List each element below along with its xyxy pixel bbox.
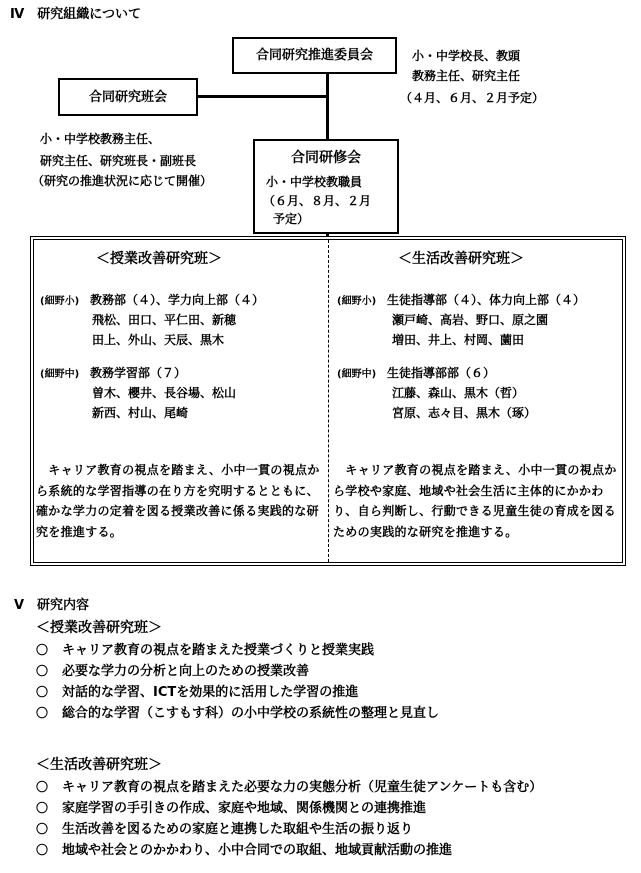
- right-dept1: 生徒指導部（４）、体力向上部（４）: [387, 293, 586, 307]
- right-dept2: 生徒指導部部（６）: [387, 366, 496, 380]
- committee-schedule: （４月、６月、２月予定）: [400, 91, 545, 105]
- class-group-title: ＜授業改善研究班＞: [36, 620, 162, 636]
- right-names1-line1: 瀬戸崎、高岩、野口、原之園: [392, 313, 549, 327]
- bullet-circle-icon: 〇: [36, 706, 49, 720]
- left-school2: (細野中): [40, 369, 80, 380]
- left-school1: (細野小): [40, 296, 80, 307]
- list-item: 〇 キャリア教育の視点を踏まえた必要な力の実態分析（児童生徒アンケートも含む）: [36, 780, 543, 795]
- training-name: 合同研修会: [291, 150, 361, 166]
- right-names2-line1: 江藤、森山、黒木（哲）: [392, 386, 525, 400]
- bullet-circle-icon: 〇: [36, 801, 49, 815]
- training-schedule-line1: （６月、８月、２月: [263, 194, 372, 208]
- right-names1-line2: 増田、井上、村岡、薗田: [392, 333, 525, 347]
- list-item: 〇 対話的な学習、ICTを効果的に活用した学習の推進: [36, 685, 359, 700]
- committee-members-line1: 小・中学校長、教頭: [412, 49, 521, 63]
- bullet-circle-icon: 〇: [36, 822, 49, 836]
- training-box: [253, 139, 399, 234]
- list-item: 〇 キャリア教育の視点を踏まえた授業づくりと授業実践: [36, 643, 375, 658]
- group-note-line2: 研究主任、研究班長・副班長: [40, 154, 197, 168]
- committee-members-line2: 教務主任、研究主任: [412, 69, 521, 83]
- list-item: 〇 地域や社会とのかかわり、小中合同での取組、地域貢献活動の推進: [36, 843, 453, 858]
- bullet-circle-icon: 〇: [36, 664, 49, 678]
- section-5-title: Ⅴ 研究内容: [14, 598, 90, 613]
- research-group-meeting-box: [58, 78, 198, 116]
- left-names1-line1: 飛松、田口、平仁田、新穂: [92, 313, 237, 327]
- connector-vertical-top: [326, 74, 329, 140]
- life-group-title: ＜生活改善研究班＞: [36, 757, 162, 773]
- left-description: キャリア教育の視点を踏まえ、小中一貫の視点から系統的な学習指導の在り方を究明するとともに、確かな学力の定着を図る授業改善に係る実践的な研究を推進する。: [36, 463, 320, 539]
- left-names2-line2: 新西、村山、尾崎: [92, 406, 189, 420]
- training-members: 小・中学校教職員: [266, 175, 363, 189]
- bullet-circle-icon: 〇: [36, 780, 49, 794]
- group-note-line1: 小・中学校教務主任、: [40, 132, 161, 146]
- right-group-title: ＜生活改善研究班＞: [398, 251, 524, 267]
- committee-name: 合同研究推進委員会: [255, 48, 373, 63]
- group-note-line3: （研究の推進状況に応じて開催）: [32, 174, 213, 188]
- left-dept2: 教務学習部（７）: [90, 366, 187, 380]
- groups-divider: [328, 240, 329, 562]
- right-school2: (細野中): [337, 369, 377, 380]
- bullet-circle-icon: 〇: [36, 685, 49, 699]
- left-dept1: 教務部（４）、学力向上部（４）: [90, 293, 265, 307]
- left-group-title: ＜授業改善研究班＞: [96, 251, 222, 267]
- list-item: 〇 必要な学力の分析と向上のための授業改善: [36, 664, 310, 679]
- right-school1: (細野小): [337, 296, 377, 307]
- list-item: 〇 生活改善を図るための家庭と連携した取組や生活の振り返り: [36, 822, 414, 837]
- list-item: 〇 総合的な学習（こすもす科）の小中学校の系統性の整理と見直し: [36, 706, 440, 721]
- right-description: キャリア教育の視点を踏まえ、小中一貫の視点から学校や家庭、地域や社会生活に主体的にかかわり、自ら判断し、行動できる児童生徒の育成を図るための実践的な研究を推進する。: [333, 463, 617, 539]
- section-4-title: Ⅳ 研究組織について: [10, 7, 142, 22]
- bullet-circle-icon: 〇: [36, 843, 49, 857]
- bullet-circle-icon: 〇: [36, 643, 49, 657]
- right-names2-line2: 宮原、志々目、黒木（琢）: [392, 406, 537, 420]
- left-names1-line2: 田上、外山、天辰、黒木: [92, 333, 225, 347]
- committee-box: [232, 37, 397, 74]
- left-names2-line1: 曽木、櫻井、長谷場、松山: [92, 386, 237, 400]
- list-item: 〇 家庭学習の手引きの作成、家庭や地域、関係機関との連携推進: [36, 801, 427, 816]
- connector-horizontal: [198, 95, 328, 98]
- training-schedule-line2: 予定）: [273, 212, 310, 226]
- research-group-meeting-name: 合同研究班会: [88, 90, 167, 105]
